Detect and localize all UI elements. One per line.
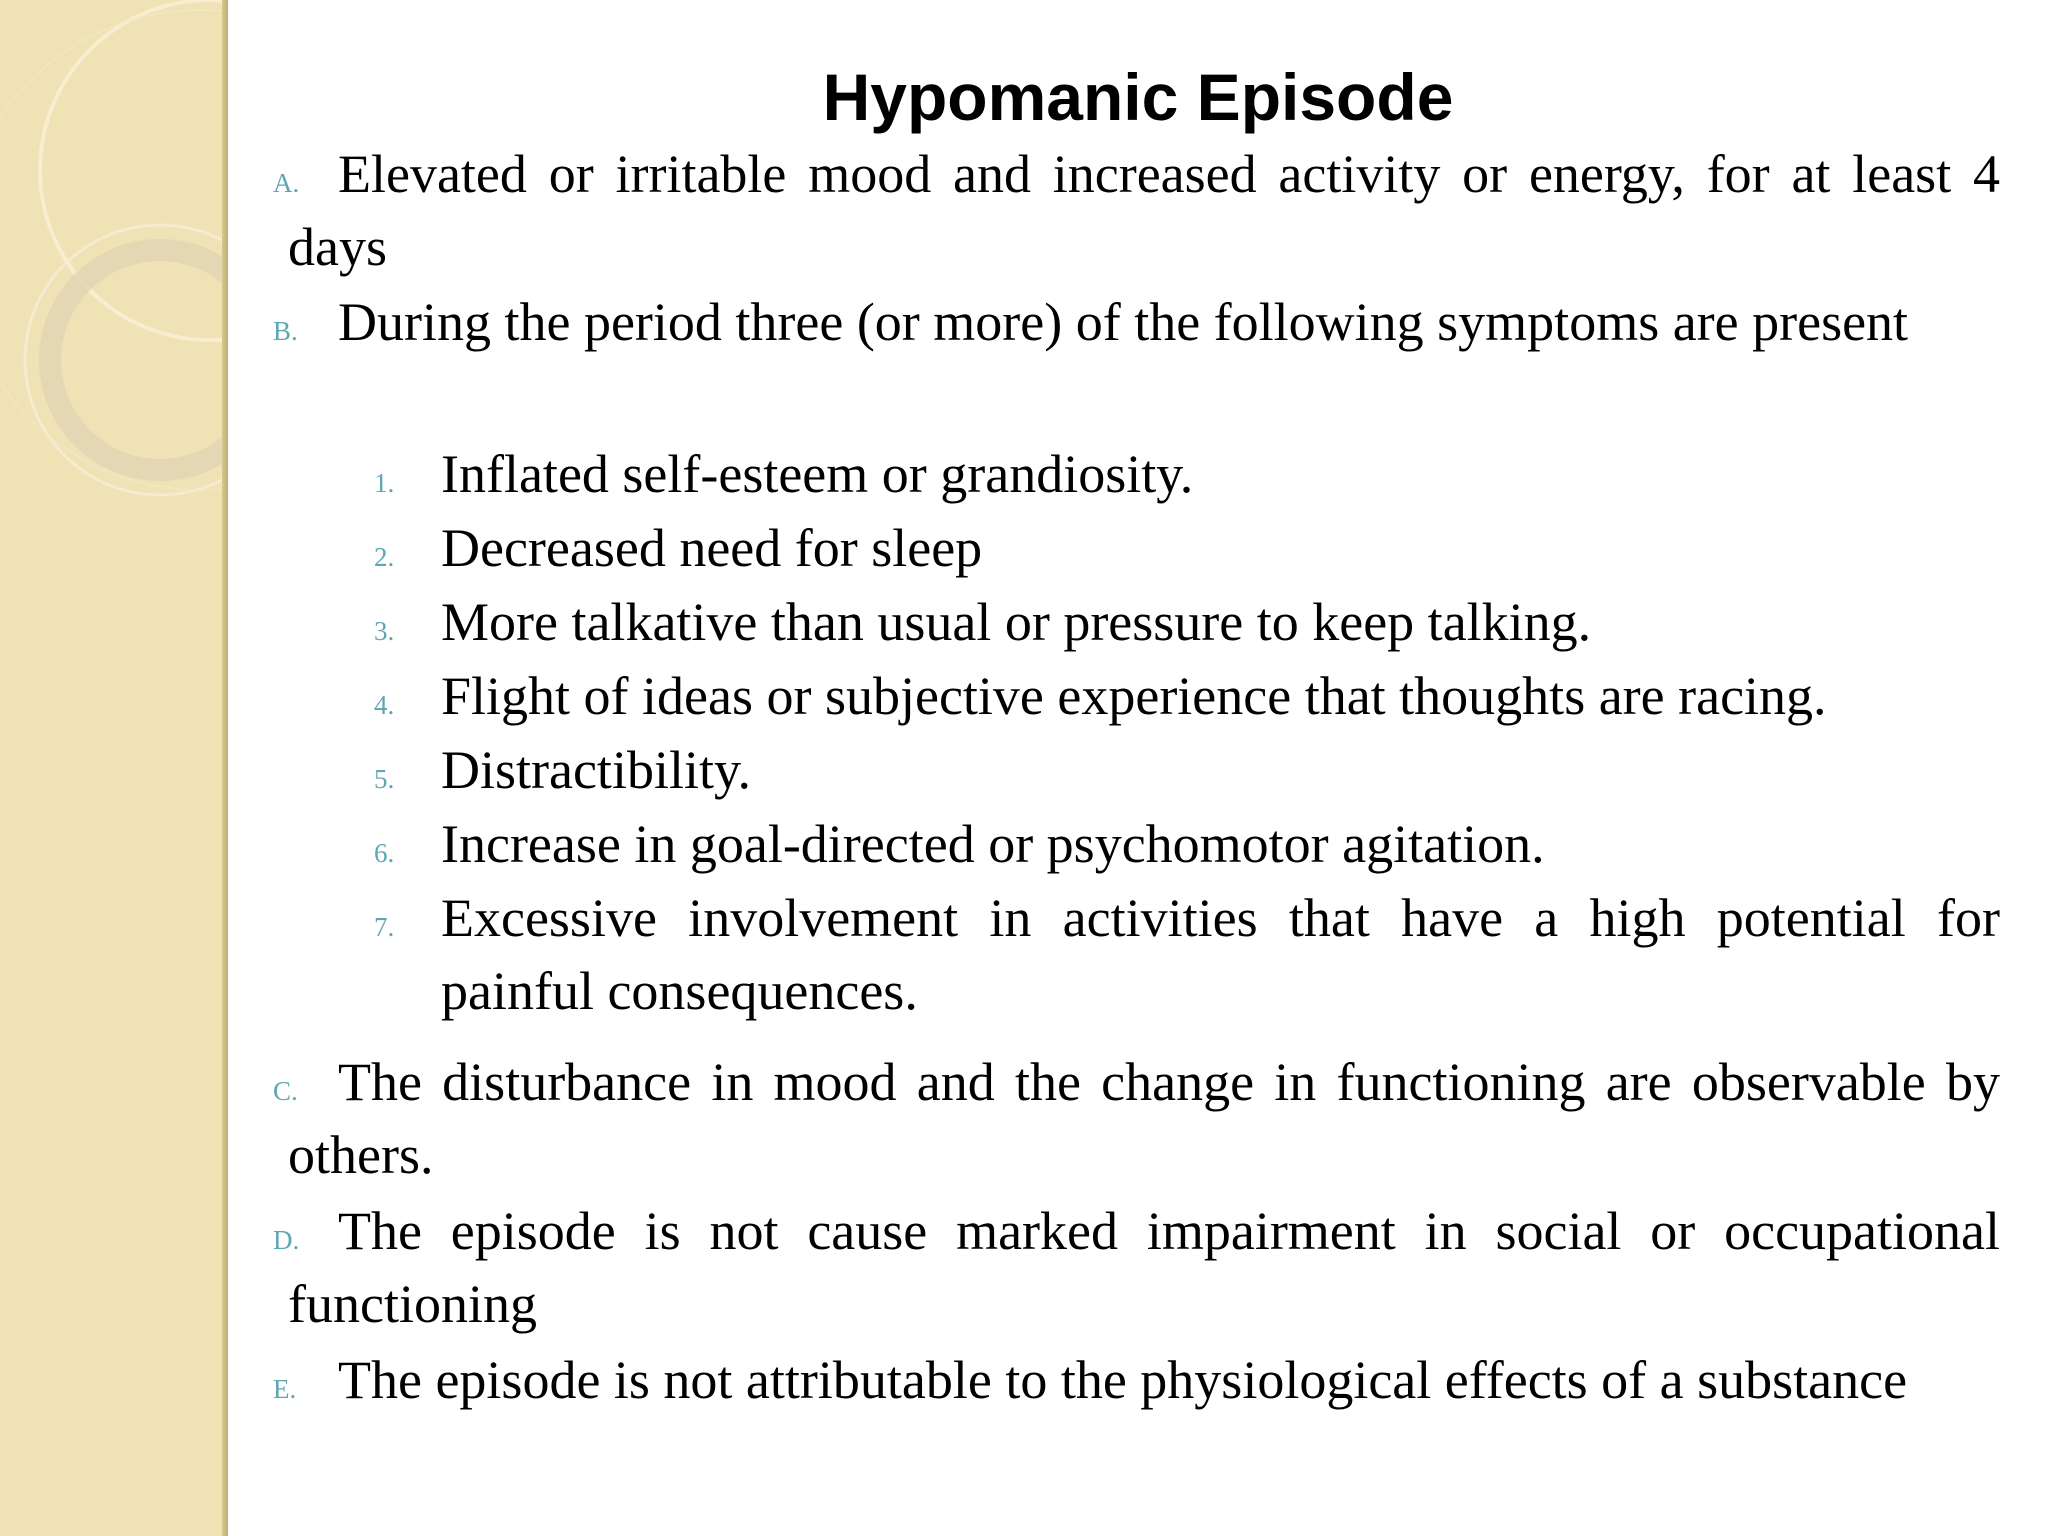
criterion-marker: C. (273, 1076, 298, 1106)
symptom-item (374, 660, 2000, 733)
symptom-text: Excessive involvement in activities that have a high potential for painful consequences. (441, 888, 2000, 1021)
criterion-b (273, 286, 2000, 359)
criterion-text: During the period three (or more) of the following symptoms are present (338, 292, 1909, 352)
symptom-item (374, 586, 2000, 659)
slide-title: Hypomanic Episode (822, 60, 1454, 134)
symptom-marker: 6. (374, 838, 395, 868)
symptom-item (374, 438, 2000, 511)
criterion-a (273, 138, 2000, 284)
symptom-text: Increase in goal-directed or psychomotor agitation. (441, 814, 1545, 874)
symptom-text: Flight of ideas or subjective experience that thoughts are racing. (441, 666, 1827, 726)
criterion-text: The episode is not attributable to the physiological effects of a substance (338, 1350, 1908, 1410)
symptom-item (374, 734, 2000, 807)
symptom-text: Inflated self-esteem or grandiosity. (441, 444, 1194, 504)
criterion-marker: B. (273, 316, 298, 346)
symptom-marker: 1. (374, 468, 395, 498)
criterion-marker: E. (273, 1374, 297, 1404)
symptom-marker: 3. (374, 616, 395, 646)
decorative-sidebar (0, 0, 228, 1536)
symptom-marker: 7. (374, 912, 395, 942)
symptom-item (374, 512, 2000, 585)
criterion-marker: D. (273, 1225, 300, 1255)
symptom-item (374, 882, 2000, 1028)
symptom-item (374, 808, 2000, 881)
criterion-e (273, 1344, 2000, 1417)
criterion-c (273, 1046, 2000, 1192)
symptom-marker: 4. (374, 690, 395, 720)
criterion-text: The disturbance in mood and the change in functioning are observable by others. (288, 1052, 2000, 1185)
decorative-rings-graphic (0, 0, 228, 1536)
symptom-text: Decreased need for sleep (441, 518, 983, 578)
symptom-marker: 5. (374, 764, 395, 794)
symptom-marker: 2. (374, 542, 395, 572)
symptom-text: Distractibility. (441, 740, 751, 800)
sidebar-edge-shadow (222, 0, 228, 1536)
symptom-text: More talkative than usual or pressure to keep talking. (441, 592, 1592, 652)
criterion-d (273, 1195, 2000, 1341)
criterion-marker: A. (273, 168, 300, 198)
criterion-text: The episode is not cause marked impairment in social or occupational functioning (288, 1201, 2000, 1334)
criterion-text: Elevated or irritable mood and increased activity or energy, for at least 4 days (288, 144, 2000, 277)
